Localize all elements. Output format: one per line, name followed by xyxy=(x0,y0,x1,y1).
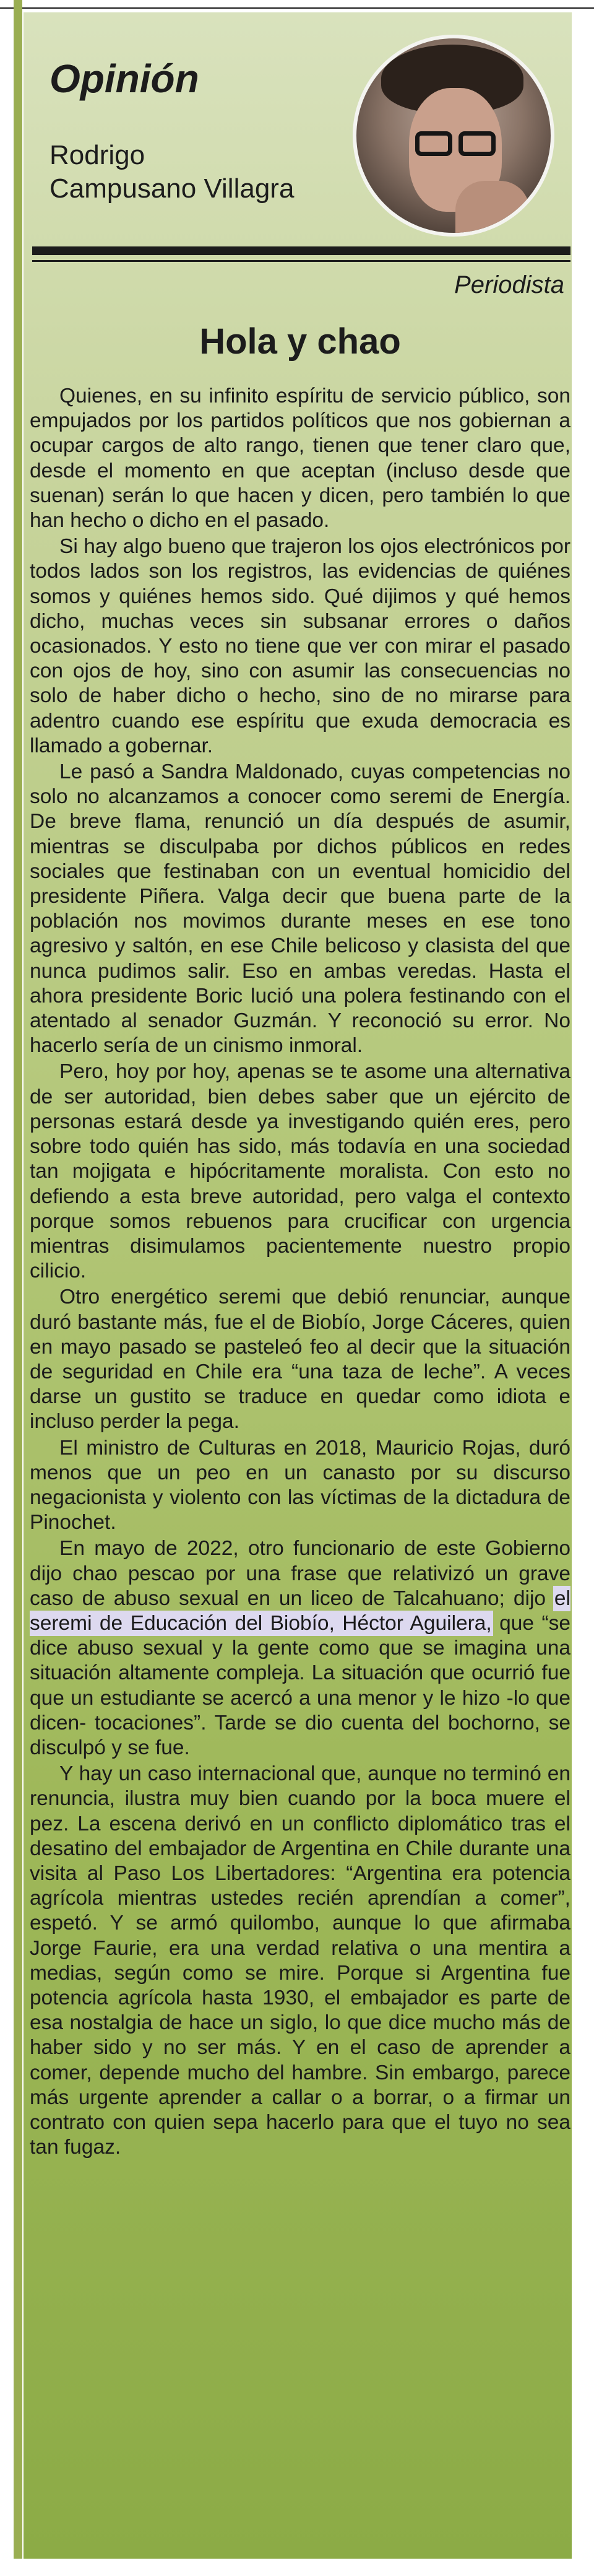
author-name xyxy=(50,139,371,206)
header-rule-thin xyxy=(32,260,570,262)
author-last-name: Campusano Villagra xyxy=(50,173,295,204)
paragraph: El ministro de Culturas en 2018, Mauricio Rojas, duró menos que un peo en un canasto por su discurso negacionista y violento con las víctimas de la dictadura de Pinochet. xyxy=(30,1436,570,1534)
section-label: Opinión xyxy=(50,56,199,101)
author-role: Periodista xyxy=(454,271,564,298)
paragraph-text: que “se dice abuso sexual y la gente como que se imagina una situación altamente compleja. La situación que ocurrió fue que un estudiante se acercó a una menor y le hizo -lo que dicen- tocaciones”. Tarde se dio cuenta del bochorno, se disculpó y se fue. xyxy=(30,1611,570,1759)
author-first-name: Rodrigo xyxy=(50,140,145,170)
paragraph: Quienes, en su infinito espíritu de servicio público, son empujados por los partidos políticos que nos gobiernan a ocupar cargos de alto rango, tienen que tener claro que, desde el momento en que aceptan (incluso desde que suenan) serán lo que hacen y dicen, pero también lo que han hecho o dicho en el pasado. xyxy=(30,385,570,533)
paragraph-text: En mayo de 2022, otro funcionario de este Gobierno dijo chao pescao por una frase que relativizó un grave caso de abuso sexual en un liceo de Talcahuano; dijo xyxy=(30,1537,570,1610)
paragraph: Le pasó a Sandra Maldonado, cuyas competencias no solo no alcanzamos a conocer como seremi de Energía. De breve flama, renunció un día después de asumir, mientras se disculpaba por dichos públicos en redes sociales que festinaban con un eventual homicidio del presidente Piñera. Valga decir que buena parte de la población nos movimos durante meses en ese tono agresivo y saltón, en ese Chile belicoso y clasista del que nunca pudimos salir. Eso en ambas veredas. Hasta el ahora presidente Boric lució una polera festinando con el atentado al senador Guzmán. Y reconoció su error. No hacerlo sería de un cinismo inmoral. xyxy=(30,760,570,1058)
paragraph xyxy=(30,1536,570,1760)
top-edge-strip xyxy=(0,0,594,9)
column-divider xyxy=(14,0,22,2559)
paragraph: Y hay un caso internacional que, aunque no terminó en renuncia, ilustra muy bien cuando por la boca muere el pez. La escena derivó en un conflicto diplomático tras el desatino del embajador de Argentina en Chile durante una visita al Paso Los Libertadores: “Argentina era potencia agrícola mientras ustedes recién aprendían a comer”, espetó. Y se armó quilombo, aunque lo que afirmaba Jorge Faurie, era una verdad relativa o una mentira a medias, según como se mire. Porque si Argentina fue potencia agrícola hasta 1930, el embajador es parte de esa nostalgia de hace un siglo, lo que dice mucho más de haber sido y no ser más. Y en el caso de aprender a comer, depende mucho del hambre. Sin embargo, parece más urgente aprender a callar o a borrar, o a firmar un contrato con quien sepa hacerlo para que el tuyo no sea tan fugaz. xyxy=(30,1762,570,2159)
article-headline: Hola y chao xyxy=(199,321,401,362)
photo-glasses-right xyxy=(458,131,496,156)
column-header xyxy=(50,43,371,206)
article-body xyxy=(30,384,570,2161)
highlighted-text: el seremi de Educación del Biobío, Héctor Aguilera, xyxy=(30,1586,570,1635)
paragraph: Otro energético seremi que debió renunciar, aunque duró bastante más, fue el de Biobío, Jorge Cáceres, quien en mayo pasado se pasteleó feo al decir que la situación de seguridad en Chile era “una taza de leche”. A veces darse un gustito se traduce en quedar como idiota e incluso perder la pega. xyxy=(30,1286,570,1434)
photo-glasses-left xyxy=(415,131,452,156)
paragraph: Pero, hoy por hoy, apenas se te asome una alternativa de ser autoridad, bien debes saber que un ejército de personas estará desde ya investigando quién eres, pero sobre todo quién has sido, más todavía en una sociedad tan mojigata e hipócritamente moralista. Con esto no defiendo a esta breve autoridad, pero valga el contexto porque somos rebuenos para crucificar con urgencia mientras disimulamos pacientemente nuestro propio cilicio. xyxy=(30,1060,570,1283)
header-rule-thick xyxy=(32,246,570,255)
paragraph: Si hay algo bueno que trajeron los ojos electrónicos por todos lados son los registros, las evidencias de quiénes somos y quiénes hemos sido. Qué dijimos y qué hemos dicho, muchas veces sin subsanar errores o daños ocasionados. Y esto no tiene que ver con mirar el pasado con ojos de hoy, sino con asumir las consecuencias no solo de haber dicho o hecho, sino de no mirarse para adentro cuando ese espíritu que exuda democracia es llamado a gobernar. xyxy=(30,535,570,757)
photo-hand xyxy=(455,181,530,237)
author-photo xyxy=(353,35,554,237)
